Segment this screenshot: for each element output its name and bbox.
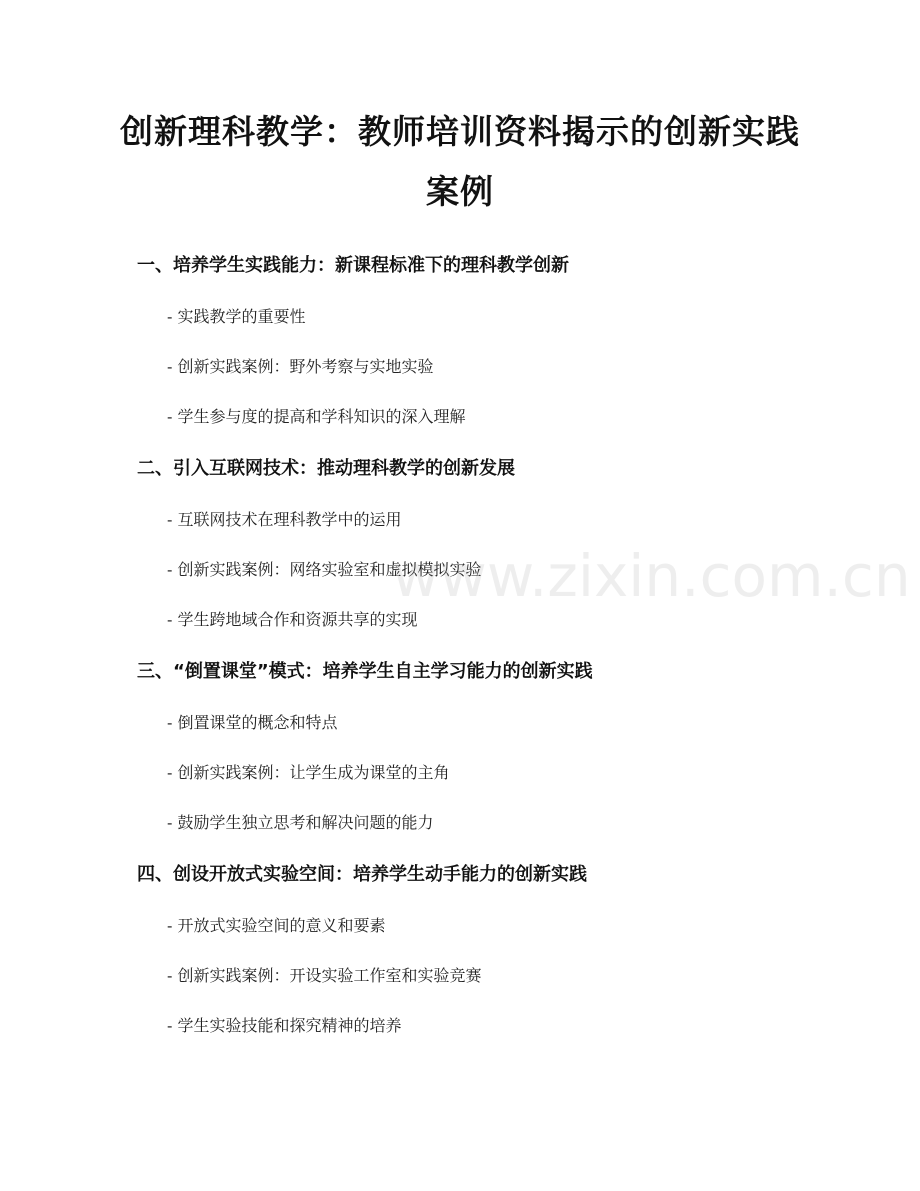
section-3-item-1: - 倒置课堂的概念和特点 <box>167 713 338 732</box>
section-3-item-3: - 鼓励学生独立思考和解决问题的能力 <box>167 813 434 832</box>
watermark-text: www.zixin.com.cn <box>392 542 911 610</box>
section-1-item-1: - 实践教学的重要性 <box>167 307 306 326</box>
document-title: 创新理科教学：教师培训资料揭示的创新实践案例 <box>120 112 800 211</box>
section-4-item-1: - 开放式实验空间的意义和要素 <box>167 916 386 935</box>
section-1-item-3: - 学生参与度的提高和学科知识的深入理解 <box>167 407 466 426</box>
section-2-item-1: - 互联网技术在理科教学中的运用 <box>167 510 402 529</box>
section-2-item-3: - 学生跨地域合作和资源共享的实现 <box>167 610 418 629</box>
section-heading-3: 三、“倒置课堂”模式：培养学生自主学习能力的创新实践 <box>137 661 593 682</box>
section-4-item-2: - 创新实践案例：开设实验工作室和实验竞赛 <box>167 966 482 985</box>
section-3-item-2: - 创新实践案例：让学生成为课堂的主角 <box>167 763 450 782</box>
section-4-item-3: - 学生实验技能和探究精神的培养 <box>167 1016 402 1035</box>
section-2-item-2: - 创新实践案例：网络实验室和虚拟模拟实验 <box>167 560 482 579</box>
section-heading-2: 二、引入互联网技术：推动理科教学的创新发展 <box>137 458 515 479</box>
section-heading-1: 一、培养学生实践能力：新课程标准下的理科教学创新 <box>137 255 569 276</box>
section-1-item-2: - 创新实践案例：野外考察与实地实验 <box>167 357 434 376</box>
section-heading-4: 四、创设开放式实验空间：培养学生动手能力的创新实践 <box>137 864 587 885</box>
